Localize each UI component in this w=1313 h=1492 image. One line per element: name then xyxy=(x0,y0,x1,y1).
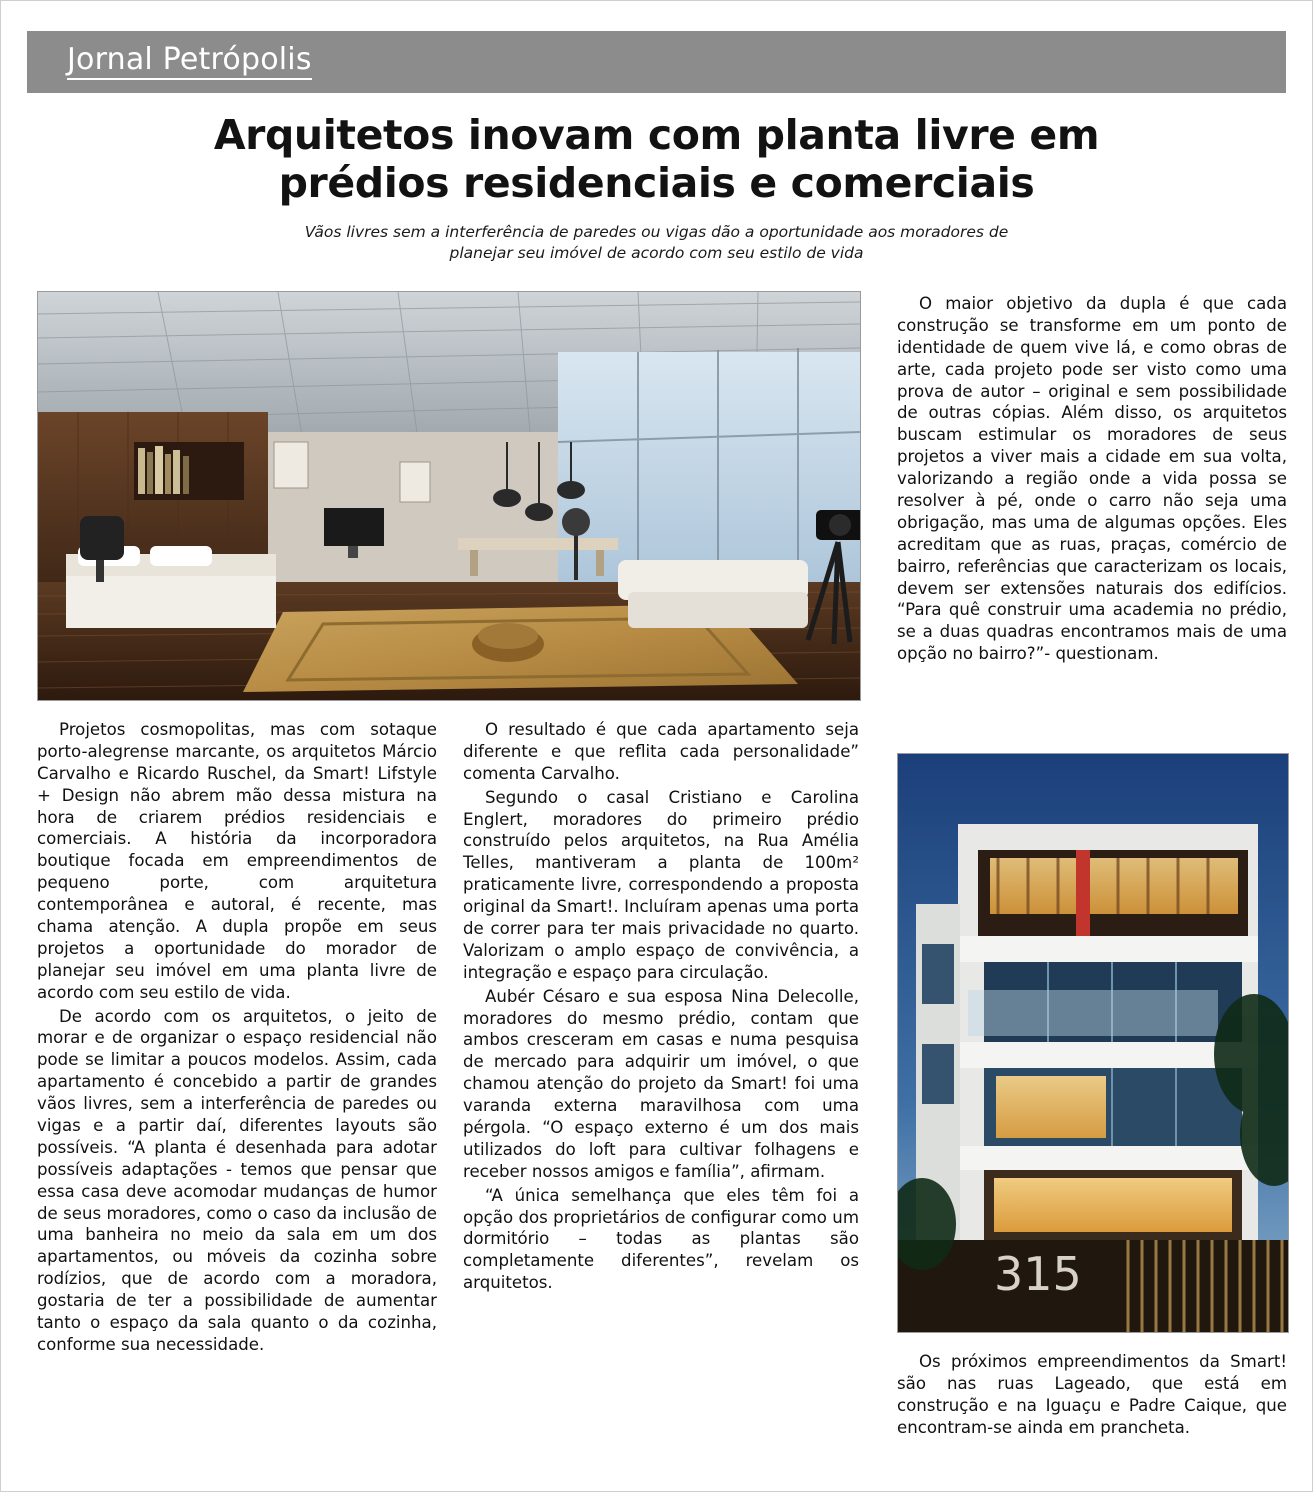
masthead xyxy=(27,31,1286,93)
main-article-photo xyxy=(37,291,861,701)
paragraph: De acordo com os arquitetos, o jeito de morar e de organizar o espaço residencial não pode se limitar a poucos modelos. Assim, cada apartamento é concebido a partir de grandes vãos livres, sem a interferência de paredes ou vigas e a partir daí, diferentes layouts são possíveis. “A planta é desenhada para adotar possíveis adaptações - temos que pensar que essa casa deve acomodar mudanças de humor de seus moradores, como o caso da inclusão de uma banheira no meio da sala em um dos apartamentos, ou móveis da cozinha sobre rodízios, que de acordo com a moradora, gostaria de ter a possibilidade de aumentar tanto o espaço da sala quanto o da cozinha, conforme sua necessidade. xyxy=(37,1006,437,1354)
body-column-3 xyxy=(897,293,1287,667)
page-title: Arquitetos inovam com planta livre em prédios residenciais e comerciais xyxy=(213,111,1100,208)
paragraph: Os próximos empreendimentos da Smart! são nas ruas Lageado, que está em construção e na Iguaçu e Padre Caique, que encontram-se ainda em prancheta. xyxy=(897,1352,1287,1437)
body-column-1 xyxy=(37,719,437,1358)
paragraph: Projetos cosmopolitas, mas com sotaque porto-alegrense marcante, os arquitetos Márcio Carvalho e Ricardo Ruschel, da Smart! Lifstyle + Design não abrem mão dessa mistura na hora de criarem prédios residenciais e comerciais. A história da incorporadora boutique focada em empreendimentos de pequeno porte, com arquitetura contemporânea e autoral, é recente, mas chama atenção. A dupla propõe em seus projetos a oportunidade do morador de planejar seu imóvel em uma planta livre de acordo com seu estilo de vida. xyxy=(37,720,437,1002)
body-column-4 xyxy=(897,1351,1287,1441)
building-facade-photo xyxy=(897,753,1289,1333)
paragraph: Aubér Césaro e sua esposa Nina Delecolle, moradores do mesmo prédio, contam que ambos cresceram em casas e numa pesquisa de mercado para adquirir um imóvel, o que chamou atenção do projeto da Smart! foi uma varanda externa maravilhosa com uma pérgola. “O espaço externo é um dos mais utilizados do loft para cultivar folhagens e receber nossos amigos e família”, afirmam. xyxy=(463,986,859,1181)
paragraph: O maior objetivo da dupla é que cada construção se transforme em um ponto de identidade de quem vive lá, e como obras de arte, cada projeto pode ser visto como uma prova de autor – original e sem possibilidade de outras cópias. Além disso, os arquitetos buscam estimular os moradores de seus projetos a viver mais a cidade em sua volta, valorizando a região onde a vida possa se resolver à pé, onde o carro não seja uma obrigação, mas uma de algumas opções. Eles acreditam que as ruas, praças, comércio de bairro, referências que caracterizam os locais, devem ser extensões naturais dos edifícios. “Para quê construir uma academia no prédio, se a duas quadras encontramos mais de uma opção no bairro?”- questionam. xyxy=(897,294,1287,664)
paragraph: “A única semelhança que eles têm foi a opção dos proprietários de configurar como um dormitório – todas as plantas são completamente diferentes”, revelam os arquitetos. xyxy=(463,1185,859,1293)
headline-block xyxy=(27,111,1286,264)
newspaper-title: Jornal Petrópolis xyxy=(67,44,312,80)
article-subhead: Vãos livres sem a interferência de paredes ou vigas dão a oportunidade aos moradores de planejar seu imóvel de acordo com seu estilo de vida xyxy=(304,222,1009,262)
house-number-text: 315 xyxy=(994,1247,1082,1301)
loft-interior-illustration xyxy=(38,292,860,700)
paragraph: O resultado é que cada apartamento seja diferente e que reflita cada personalidade” comenta Carvalho. xyxy=(463,720,859,783)
paragraph: Segundo o casal Cristiano e Carolina Englert, moradores do primeiro prédio construído pelos arquitetos, na Rua Amélia Telles, mantiveram a planta de 100m² praticamente livre, correspondendo a proposta original da Smart!. Incluíram apenas uma porta de correr para ter mais privacidade no quarto. Valorizam o amplo espaço de convivência, a integração e espaço para circulação. xyxy=(463,787,859,982)
building-facade-illustration xyxy=(898,754,1288,1332)
body-column-2 xyxy=(463,719,859,1296)
